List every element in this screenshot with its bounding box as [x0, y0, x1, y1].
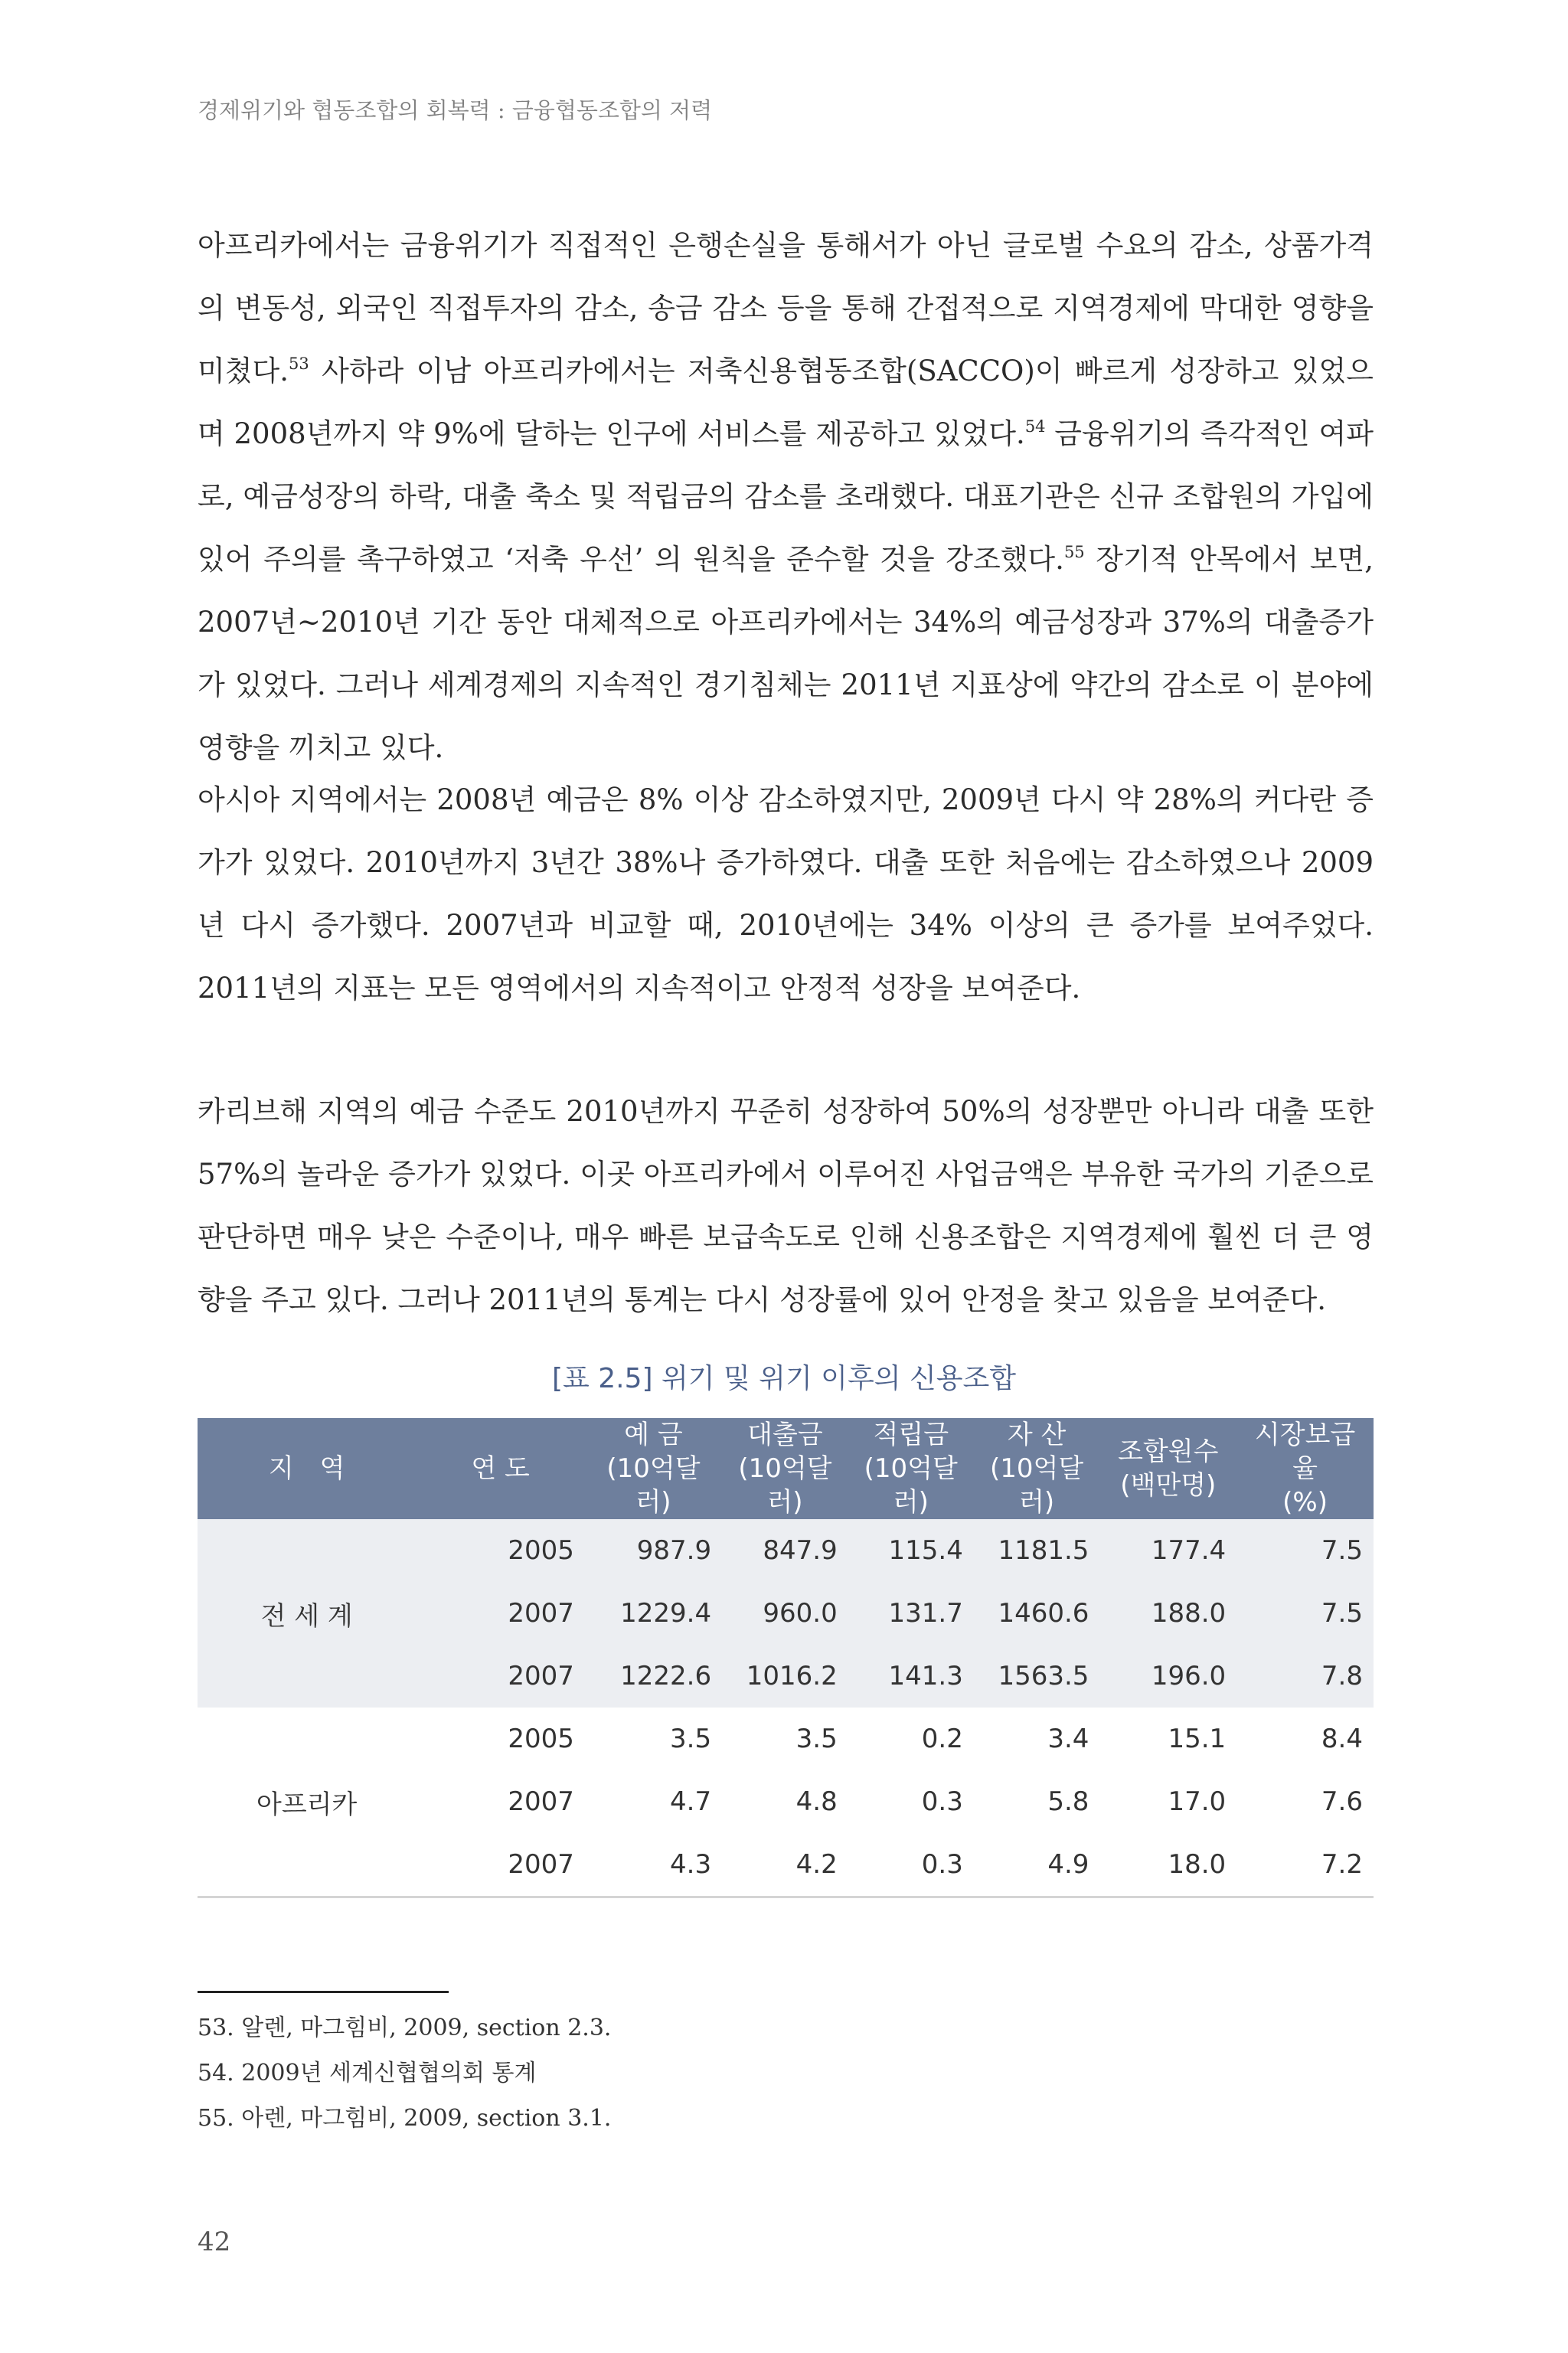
members-cell: 17.0	[1099, 1770, 1236, 1833]
paragraph-asia: 아시아 지역에서는 2008년 예금은 8% 이상 감소하였지만, 2009년 다시 약 28%의 커다란 증가가 있었다. 2010년까지 3년간 38%나 증가하였다. 대출 또한 처음에는 감소하였으나 2009년 다시 증가했다. 2007년과 비교할 때, 2010년에는 34% 이상의 큰 증가를 보여주었다. 2011년의 지표는 모든 영역에서의 지속적이고 안정적 성장을 보여준다.	[198, 783, 1374, 1005]
penetration-cell: 8.4	[1236, 1708, 1374, 1770]
paragraph-africa	[198, 214, 1374, 779]
header-reserves: 적립금 (10억달러)	[848, 1418, 974, 1519]
assets-cell: 5.8	[974, 1770, 1100, 1833]
members-cell: 18.0	[1099, 1833, 1236, 1897]
loans-cell: 4.8	[722, 1770, 848, 1833]
reserves-cell: 141.3	[848, 1645, 974, 1708]
reserves-cell: 115.4	[848, 1519, 974, 1582]
footnote-55: 55. 아렌, 마그힘비, 2009, section 3.1.	[198, 2105, 612, 2132]
assets-cell: 1181.5	[974, 1519, 1100, 1582]
deposits-cell: 4.7	[585, 1770, 722, 1833]
loans-cell: 3.5	[722, 1708, 848, 1770]
members-cell: 188.0	[1099, 1582, 1236, 1645]
reserves-cell: 131.7	[848, 1582, 974, 1645]
loans-cell: 960.0	[722, 1582, 848, 1645]
group-world	[198, 1519, 1374, 1708]
penetration-cell: 7.8	[1236, 1645, 1374, 1708]
assets-cell: 1563.5	[974, 1645, 1100, 1708]
year-cell: 2007	[416, 1833, 585, 1897]
header-assets: 자 산 (10억달러)	[974, 1418, 1100, 1519]
loans-cell: 1016.2	[722, 1645, 848, 1708]
table-row	[198, 1708, 1374, 1770]
deposits-cell: 4.3	[585, 1833, 722, 1897]
header-region: 지 역	[198, 1418, 416, 1519]
penetration-cell: 7.5	[1236, 1519, 1374, 1582]
paragraph-caribbean: 카리브해 지역의 예금 수준도 2010년까지 꾸준히 성장하여 50%의 성장뿐만 아니라 대출 또한 57%의 놀라운 증가가 있었다. 이곳 아프리카에서 이루어진 사업금액은 부유한 국가의 기준으로 판단하면 매우 낮은 수준이나, 매우 빠른 보급속도로 인해 신용조합은 지역경제에 훨씬 더 큰 영향을 주고 있다. 그러나 2011년의 통계는 다시 성장률에 있어 안정을 찾고 있음을 보여준다.	[198, 1095, 1374, 1316]
assets-cell: 1460.6	[974, 1582, 1100, 1645]
footnote-ref-55[interactable]: 55	[1063, 543, 1085, 561]
region-cell: 아프리카	[198, 1708, 416, 1897]
year-cell: 2007	[416, 1582, 585, 1645]
year-cell: 2005	[416, 1708, 585, 1770]
running-header: 경제위기와 협동조합의 회복력 : 금융협동조합의 저력	[198, 97, 713, 123]
credit-union-table	[198, 1418, 1374, 1898]
table-caption: [표 2.5] 위기 및 위기 이후의 신용조합	[551, 1363, 1017, 1394]
year-cell: 2005	[416, 1519, 585, 1582]
group-africa	[198, 1708, 1374, 1897]
deposits-cell: 3.5	[585, 1708, 722, 1770]
assets-cell: 3.4	[974, 1708, 1100, 1770]
reserves-cell: 0.2	[848, 1708, 974, 1770]
loans-cell: 847.9	[722, 1519, 848, 1582]
assets-cell: 4.9	[974, 1833, 1100, 1897]
year-cell: 2007	[416, 1645, 585, 1708]
paragraph-text: 사하라 이남 아프리카에서는 저축신용협동조합(SACCO)이 빠르게 성장하고 있었으며 2008년까지 약 9%에 달하는 인구에 서비스를 제공하고 있었다.	[198, 355, 1374, 450]
header-year: 연 도	[416, 1418, 585, 1519]
members-cell: 196.0	[1099, 1645, 1236, 1708]
reserves-cell: 0.3	[848, 1833, 974, 1897]
region-cell: 전 세 계	[198, 1519, 416, 1708]
penetration-cell: 7.5	[1236, 1582, 1374, 1645]
paragraph-text: 장기적 안목에서 보면, 2007년~2010년 기간 동안 대체적으로 아프리카에서는 34%의 예금성장과 37%의 대출증가가 있었다. 그러나 세계경제의 지속적인 경기침체는 2011년 지표상에 약간의 감소로 이 분야에 영향을 끼치고 있다.	[198, 543, 1374, 764]
header-loans: 대출금 (10억달러)	[722, 1418, 848, 1519]
deposits-cell: 987.9	[585, 1519, 722, 1582]
deposits-cell: 1229.4	[585, 1582, 722, 1645]
loans-cell: 4.2	[722, 1833, 848, 1897]
header-penetration: 시장보급율 (%)	[1236, 1418, 1374, 1519]
footnote-ref-54[interactable]: 54	[1024, 417, 1046, 436]
reserves-cell: 0.3	[848, 1770, 974, 1833]
deposits-cell: 1222.6	[585, 1645, 722, 1708]
footnote-54: 54. 2009년 세계신협협의회 통계	[198, 2060, 537, 2087]
members-cell: 15.1	[1099, 1708, 1236, 1770]
paragraph-text: 금융위기의 즉각적인 여파로, 예금성장의 하락, 대출 축소 및 적립금의 감소를 초래했다. 대표기관은 신규 조합원의 가입에 있어 주의를 촉구하였고 ‘저축 우선’ 의 원칙을 준수할 것을 강조했다.	[198, 417, 1374, 576]
table-header-row	[198, 1418, 1374, 1519]
footnote-divider	[198, 1991, 449, 1993]
footnote-53: 53. 알렌, 마그힘비, 2009, section 2.3.	[198, 2015, 612, 2041]
members-cell: 177.4	[1099, 1519, 1236, 1582]
page-number: 42	[198, 2227, 231, 2257]
header-deposits: 예 금 (10억달러)	[585, 1418, 722, 1519]
footnote-ref-53[interactable]: 53	[289, 355, 309, 373]
table-row	[198, 1519, 1374, 1582]
year-cell: 2007	[416, 1770, 585, 1833]
paragraph-text: 아프리카에서는 금융위기가 직접적인 은행손실을 통해서가 아닌 글로벌 수요의 감소, 상품가격의 변동성, 외국인 직접투자의 감소, 송금 감소 등을 통해 간접적으로 지역경제에 막대한 영향을 미쳤다.	[198, 229, 1374, 387]
penetration-cell: 7.6	[1236, 1770, 1374, 1833]
header-members: 조합원수 (백만명)	[1099, 1418, 1236, 1519]
penetration-cell: 7.2	[1236, 1833, 1374, 1897]
